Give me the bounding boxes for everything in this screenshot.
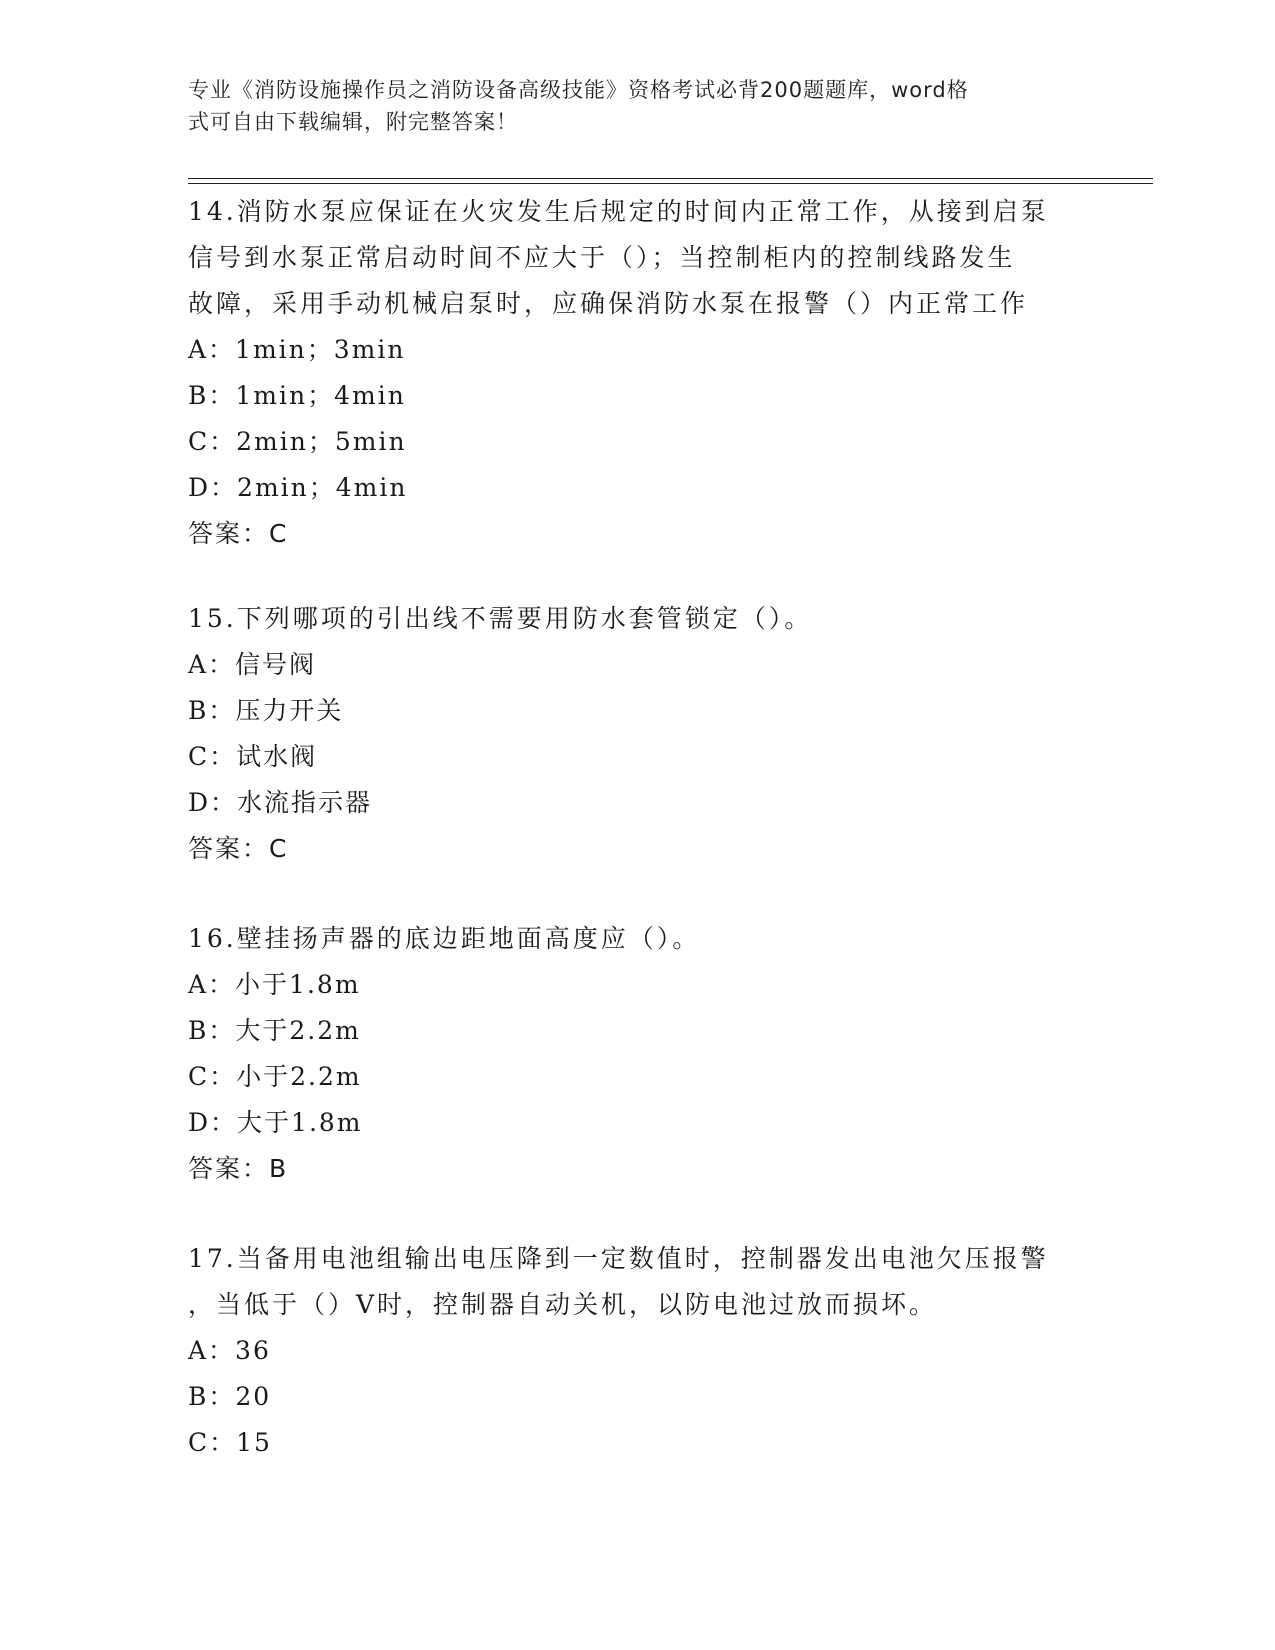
- header-line-1: 专业《消防设施操作员之消防设备高级技能》资格考试必背200题题库，word格: [188, 78, 969, 102]
- question-stem-line: 故障，采用手动机械启泵时，应确保消防水泵在报警（）内正常工作: [188, 289, 1029, 318]
- option-a: A：小于1.8m: [188, 970, 361, 999]
- option-d: D：大于1.8m: [188, 1108, 363, 1137]
- option-d: D：水流指示器: [188, 788, 373, 817]
- option-c: C：试水阀: [188, 742, 318, 771]
- header-divider-top: [188, 178, 1153, 179]
- document-header: [188, 74, 1068, 138]
- answer-line: 答案：B: [188, 1154, 289, 1183]
- question-stem-line: 15.下列哪项的引出线不需要用防水套管锁定（）。: [188, 604, 813, 633]
- option-b: B：压力开关: [188, 696, 344, 725]
- header-line-2: 式可自由下载编辑，附完整答案！: [188, 110, 518, 134]
- option-a: A：1min；3min: [188, 335, 406, 364]
- answer-line: 答案：C: [188, 834, 289, 863]
- question-17: [188, 1236, 1088, 1466]
- question-16: [188, 916, 1088, 1192]
- option-a: A：信号阀: [188, 650, 317, 679]
- option-c: C：2min；5min: [188, 427, 407, 456]
- question-15: [188, 596, 1088, 872]
- question-stem-line: 14.消防水泵应保证在火灾发生后规定的时间内正常工作，从接到启泵: [188, 197, 1049, 226]
- answer-line: 答案：C: [188, 519, 289, 548]
- question-stem-line: ，当低于（）V时，控制器自动关机，以防电池过放而损坏。: [188, 1290, 938, 1319]
- option-b: B：20: [188, 1382, 272, 1411]
- option-b: B：1min；4min: [188, 381, 406, 410]
- question-stem-line: 16.壁挂扬声器的底边距地面高度应（）。: [188, 924, 701, 953]
- option-c: C：15: [188, 1428, 272, 1457]
- question-14: [188, 189, 1088, 557]
- question-stem-line: 17.当备用电池组输出电压降到一定数值时，控制器发出电池欠压报警: [188, 1244, 1049, 1273]
- option-a: A：36: [188, 1336, 271, 1365]
- option-c: C：小于2.2m: [188, 1062, 362, 1091]
- header-divider-bottom: [188, 183, 1153, 184]
- option-d: D：2min；4min: [188, 473, 408, 502]
- question-stem-line: 信号到水泵正常启动时间不应大于（）；当控制柜内的控制线路发生: [188, 243, 1016, 272]
- option-b: B：大于2.2m: [188, 1016, 361, 1045]
